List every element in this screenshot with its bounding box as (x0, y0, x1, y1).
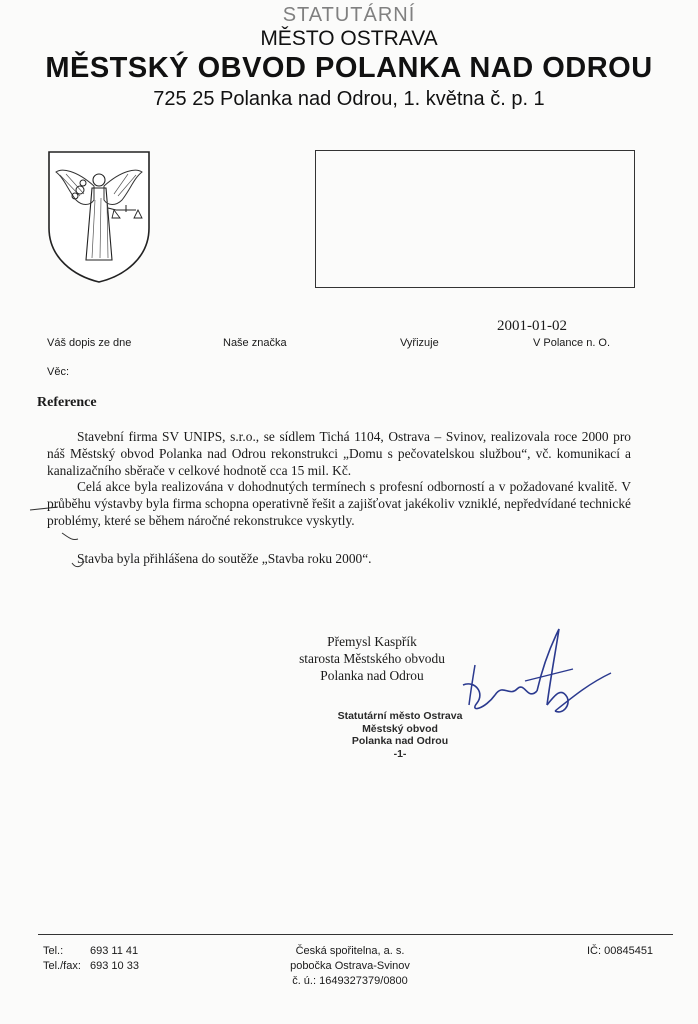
subject-label: Věc: (47, 366, 70, 378)
coat-of-arms-icon (46, 150, 152, 284)
letter-heading: Reference (37, 395, 97, 410)
bank-name: Česká spořitelna, a. s. (295, 945, 405, 957)
footer-divider (38, 934, 673, 935)
our-reference-label: Naše značka (223, 337, 287, 349)
body-paragraph: Stavební firma SV UNIPS, s.r.o., se sídlem Tichá 1104, Ostrava – Svinov, realizovala roce 2000 pro náš Městský obvod Polanka nad Odrou rekonstrukci „Domu s pečovatelskou službou“, vč. komunikací a kanalizačního sběrače v celkové hodnotě cca 15 mil. Kč. (47, 429, 631, 478)
footer-contacts (43, 944, 139, 974)
letter-date: 2001-01-02 (497, 318, 567, 334)
stamp-line: Polanka nad Odrou (351, 735, 449, 747)
bank-branch: pobočka Ostrava-Svinov (290, 960, 410, 972)
pen-mark-icon (28, 503, 88, 573)
footer-bank (270, 944, 430, 989)
tel-label: Tel.: (43, 945, 64, 957)
office-address: 725 25 Polanka nad Odrou, 1. května č. p. 1 (153, 88, 545, 110)
signatory-name: Přemysl Kaspřík (327, 634, 417, 649)
bank-account: č. ú.: 1649327379/0800 (292, 975, 408, 987)
stamp-line: Statutární město Ostrava (337, 710, 463, 722)
fax-value: 693 10 33 (90, 960, 139, 972)
tel-value: 693 11 41 (90, 945, 139, 957)
signatory-block (292, 633, 452, 684)
official-stamp (300, 710, 500, 760)
signatory-place: Polanka nad Odrou (320, 668, 424, 683)
company-id: IČ: 00845451 (587, 945, 654, 957)
your-letter-label: Váš dopis ze dne (47, 337, 132, 349)
body-paragraph: Celá akce byla realizována v dohodnutých termínech s profesní odborností a v požadované kvalitě. V průběhu výstavby byla firma schopna operativně řešit a zajišťovat jakékoliv vzniklé, nepředvídané technické problémy, které se během náročné rekonstrukce vyskytly. (47, 479, 631, 528)
fax-label: Tel./fax: (43, 960, 81, 972)
stamp-line: -1- (393, 747, 407, 760)
body-paragraph: Stavba byla přihlášena do soutěže „Stavba roku 2000“. (77, 551, 372, 566)
stamp-line: Městský obvod (362, 722, 438, 735)
city-name: MĚSTO OSTRAVA (260, 27, 438, 50)
district-name: MĚSTSKÝ OBVOD POLANKA NAD ODROU (45, 52, 653, 84)
signatory-role: starosta Městského obvodu (299, 651, 445, 666)
place-label: V Polance n. O. (533, 337, 611, 349)
handled-by-label: Vyřizuje (400, 337, 439, 349)
recipient-address-box (315, 150, 635, 288)
statutory-stamp-text: STATUTÁRNÍ (282, 4, 416, 26)
